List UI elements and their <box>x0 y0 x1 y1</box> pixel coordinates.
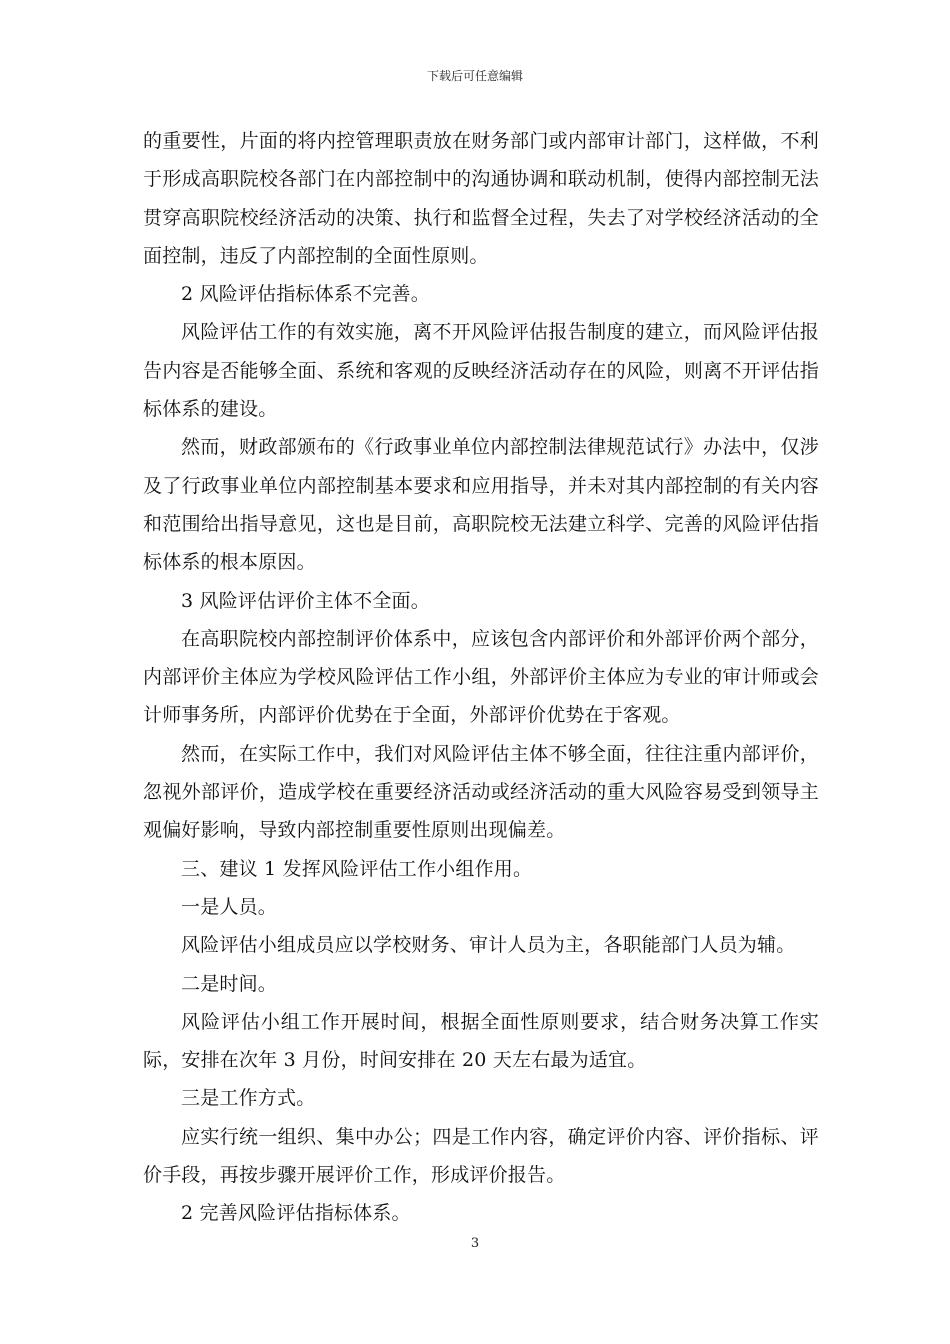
page-number: 3 <box>470 1236 480 1251</box>
section-heading: 三、建议 1 发挥风险评估工作小组作用。 <box>181 857 533 880</box>
paragraph: 然而，财政部颁布的《行政事业单位内部控制法律规范试行》办法中，仅涉及了行政事业单位内部控制基本要求和应用指导，并未对其内部控制的有关内容和范围给出指导意见，这也是目前，高职院校无法建立科学、完善的风险评估指标体系的根本原因。 <box>143 436 819 574</box>
paragraph: 风险评估小组成员应以学校财务、审计人员为主，各职能部门人员为辅。 <box>181 934 796 957</box>
paragraph: 风险评估小组工作开展时间，根据全面性原则要求，结合财务决算工作实际，安排在次年 3 月份，时间安排在 20 天左右最为适宜。 <box>143 1010 819 1072</box>
paragraph: 应实行统一组织、集中办公；四是工作内容，确定评价内容、评价指标、评价手段，再按步骤开展评价工作，形成评价报告。 <box>143 1125 819 1187</box>
paragraph: 二是时间。 <box>181 972 278 995</box>
document-body <box>143 122 819 1233</box>
paragraph: 一是人员。 <box>181 895 278 918</box>
paragraph: 三是工作方式。 <box>181 1087 316 1110</box>
paragraph: 风险评估工作的有效实施，离不开风险评估报告制度的建立，而风险评估报告内容是否能够全面、系统和客观的反映经济活动存在的风险，则离不开评估指标体系的建设。 <box>143 321 819 421</box>
section-heading: 3 风险评估评价主体不全面。 <box>181 589 430 612</box>
section-heading: 2 完善风险评估指标体系。 <box>181 1202 411 1225</box>
paragraph: 在高职院校内部控制评价体系中，应该包含内部评价和外部评价两个部分，内部评价主体应为学校风险评估工作小组，外部评价主体应为专业的审计师或会计师事务所，内部评价优势在于全面，外部评价优势在于客观。 <box>143 627 819 727</box>
paragraph: 的重要性，片面的将内控管理职责放在财务部门或内部审计部门，这样做，不利于形成高职院校各部门在内部控制中的沟通协调和联动机制，使得内部控制无法贯穿高职院校经济活动的决策、执行和监督全过程，失去了对学校经济活动的全面控制，违反了内部控制的全面性原则。 <box>143 130 819 267</box>
section-heading: 2 风险评估指标体系不完善。 <box>181 283 430 306</box>
paragraph: 然而，在实际工作中，我们对风险评估主体不够全面，往往注重内部评价，忽视外部评价，造成学校在重要经济活动或经济活动的重大风险容易受到领导主观偏好影响，导致内部控制重要性原则出现偏差。 <box>143 742 819 842</box>
page-header: 下载后可任意编辑 <box>426 69 523 83</box>
